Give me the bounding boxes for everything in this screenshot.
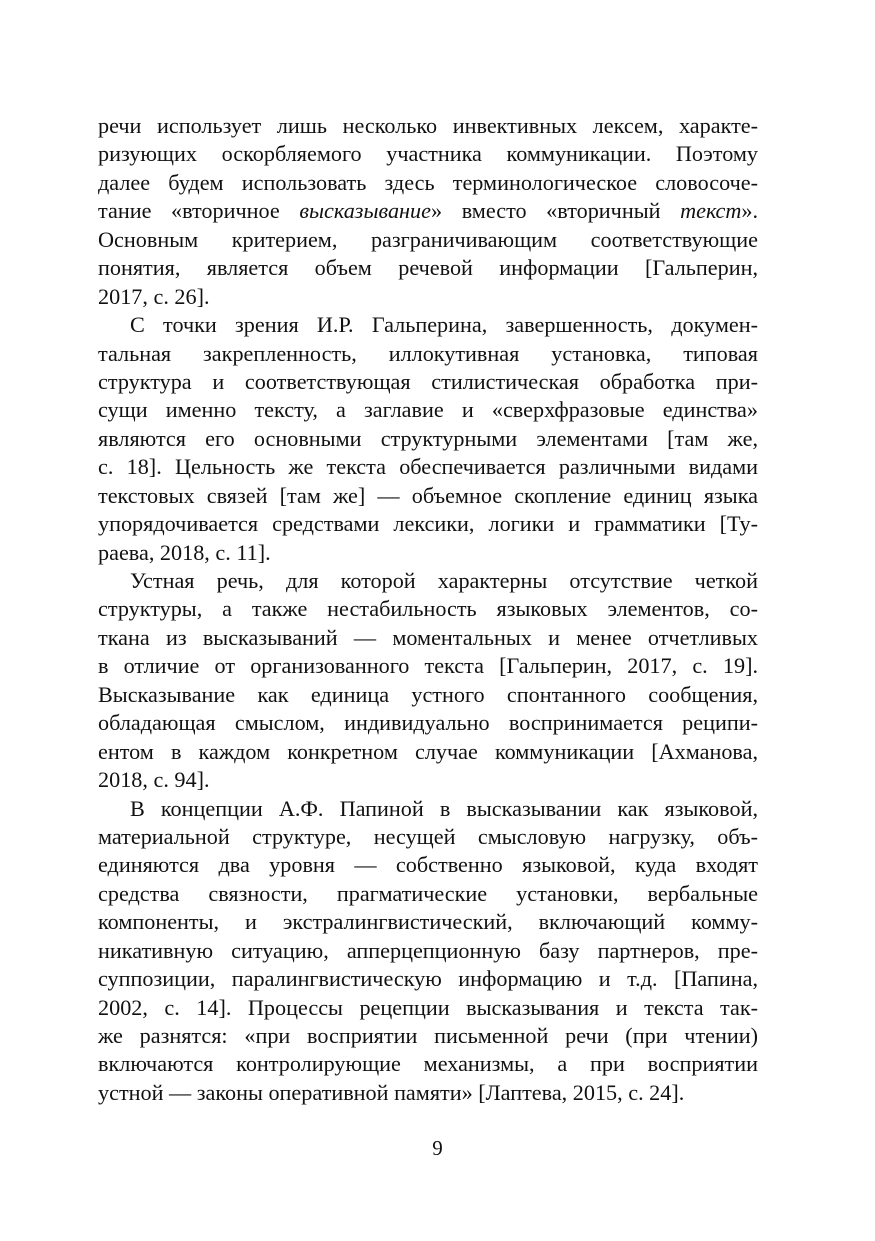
- text-line: единяются два уровня — собственно языковой, куда входят: [98, 852, 758, 878]
- text-line: 2002, с. 14]. Процессы рецепции высказывания и текста так-: [98, 994, 758, 1020]
- text-line: структуры, а также нестабильность языковых элементов, со-: [98, 596, 758, 622]
- text-line: Основным критерием, разграничивающим соответствующие: [98, 226, 758, 252]
- text-line: ризующих оскорбляемого участника коммуникации. Поэтому: [98, 141, 758, 167]
- text-line: материальной структуре, несущей смысловую нагрузку, объ-: [98, 823, 758, 849]
- text-line: суппозиции, паралингвистическую информацию и т.д. [Папина,: [98, 966, 758, 992]
- text-line: В концепции А.Ф. Папиной в высказывании как языковой,: [130, 795, 758, 821]
- text-line: 2017, с. 26].: [98, 283, 210, 309]
- text-line: устной — законы оперативной памяти» [Лаптева, 2015, с. 24].: [98, 1079, 685, 1105]
- paragraph: [98, 567, 758, 795]
- text-line: обладающая смыслом, индивидуально воспринимается реципи-: [98, 710, 758, 736]
- text-line: Высказывание как единица устного спонтанного сообщения,: [98, 681, 758, 707]
- text-line: сущи именно тексту, а заглавие и «сверхфразовые единства»: [98, 397, 758, 423]
- text-line: понятия, является объем речевой информации [Гальперин,: [98, 255, 758, 281]
- text-line: тальная закрепленность, иллокутивная установка, типовая: [98, 340, 758, 366]
- text-line: ткана из высказываний — моментальных и менее отчетливых: [98, 624, 758, 650]
- text-line: же разнятся: «при восприятии письменной речи (при чтении): [98, 1023, 758, 1048]
- text-line: ентом в каждом конкретном случае коммуникации [Ахманова,: [98, 738, 758, 764]
- text-line: в отличие от организованного текста [Гальперин, 2017, с. 19].: [98, 653, 758, 679]
- text-line: никативную ситуацию, апперцепционную базу партнеров, пре-: [98, 937, 758, 963]
- text-line: Устная речь, для которой характерны отсутствие четкой: [130, 568, 758, 593]
- page-body: [98, 112, 758, 1107]
- text-line: речи использует лишь несколько инвективных лексем, характе-: [98, 113, 758, 138]
- text-line: тание «вторичное высказывание» вместо «вторичный текст».: [98, 198, 759, 224]
- text-line: раева, 2018, с. 11].: [98, 539, 271, 565]
- text-line: С точки зрения И.Р. Гальперина, завершенность, докумен-: [130, 312, 758, 338]
- text-line: структура и соответствующая стилистическая обработка при-: [98, 368, 758, 394]
- paragraph: [98, 795, 758, 1108]
- text-line: включаются контролирующие механизмы, а при восприятии: [98, 1051, 758, 1077]
- paragraph: [98, 112, 758, 311]
- text-line: компоненты, и экстралингвистический, включающий комму-: [98, 909, 758, 935]
- text-line: далее будем использовать здесь терминологическое словосоче-: [98, 169, 758, 195]
- text-line: являются его основными структурными элементами [там же,: [98, 425, 758, 451]
- text-line: 2018, с. 94].: [98, 767, 210, 793]
- text-line: текстовых связей [там же] — объемное скопление единиц языка: [98, 482, 758, 508]
- page-number: 9: [432, 1136, 443, 1160]
- text-line: средства связности, прагматические установки, вербальные: [98, 880, 758, 906]
- text-line: с. 18]. Цельность же текста обеспечивается различными видами: [98, 454, 758, 480]
- paragraph: [98, 311, 758, 567]
- text-line: упорядочивается средствами лексики, логики и грамматики [Ту-: [98, 511, 758, 537]
